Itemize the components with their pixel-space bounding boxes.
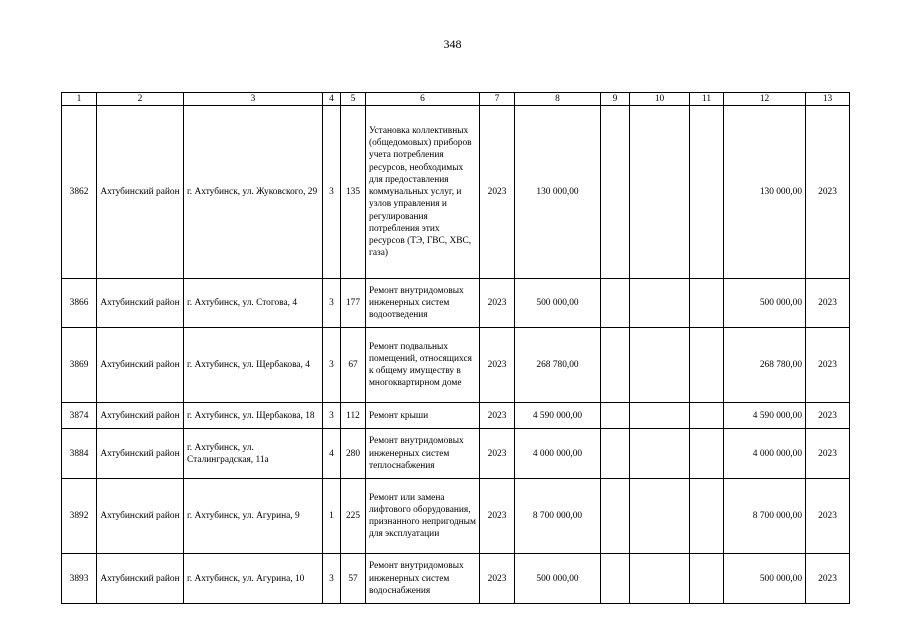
col9-cell: [601, 403, 630, 429]
col11-cell: [690, 328, 724, 403]
col9-cell: [601, 554, 630, 604]
col12-cell: 8 700 000,00: [724, 479, 806, 554]
col4-cell: 4: [323, 429, 341, 479]
year-cell: 2023: [480, 106, 515, 279]
col12-cell: 268 780,00: [724, 328, 806, 403]
column-number: 11: [690, 93, 724, 106]
row-id: 3892: [62, 479, 97, 554]
column-number: 1: [62, 93, 97, 106]
col4-cell: 3: [323, 328, 341, 403]
year-cell: 2023: [480, 328, 515, 403]
row-id: 3862: [62, 106, 97, 279]
col10-cell: [630, 106, 690, 279]
address-cell: г. Ахтубинск, ул. Стогова, 4: [184, 279, 323, 328]
col4-cell: 3: [323, 403, 341, 429]
col13-cell: 2023: [806, 328, 850, 403]
col13-cell: 2023: [806, 429, 850, 479]
address-cell: г. Ахтубинск, ул. Агурина, 10: [184, 554, 323, 604]
col5-cell: 280: [341, 429, 366, 479]
column-number: 8: [515, 93, 601, 106]
col5-cell: 177: [341, 279, 366, 328]
year-cell: 2023: [480, 429, 515, 479]
column-number: 9: [601, 93, 630, 106]
table-row: [62, 479, 850, 554]
column-number: 5: [341, 93, 366, 106]
total-cost-cell: 500 000,00: [515, 279, 601, 328]
col4-cell: 3: [323, 106, 341, 279]
column-number: 2: [97, 93, 184, 106]
col5-cell: 67: [341, 328, 366, 403]
table-row: [62, 328, 850, 403]
table-row: [62, 429, 850, 479]
column-number: 13: [806, 93, 850, 106]
column-number: 6: [366, 93, 480, 106]
column-number: 10: [630, 93, 690, 106]
col13-cell: 2023: [806, 479, 850, 554]
row-id: 3884: [62, 429, 97, 479]
col9-cell: [601, 106, 630, 279]
col4-cell: 1: [323, 479, 341, 554]
address-cell: г. Ахтубинск, ул. Сталинградская, 11а: [184, 429, 323, 479]
col11-cell: [690, 106, 724, 279]
table-row: [62, 279, 850, 328]
address-cell: г. Ахтубинск, ул. Щербакова, 18: [184, 403, 323, 429]
page-number: 348: [443, 37, 462, 51]
col11-cell: [690, 554, 724, 604]
district-cell: Ахтубинский район: [97, 554, 184, 604]
work-type-cell: Ремонт внутридомовых инженерных систем водоотведения: [366, 279, 480, 328]
col9-cell: [601, 328, 630, 403]
row-id: 3874: [62, 403, 97, 429]
col5-cell: 225: [341, 479, 366, 554]
total-cost-cell: 268 780,00: [515, 328, 601, 403]
work-type-cell: Ремонт внутридомовых инженерных систем теплоснабжения: [366, 429, 480, 479]
col9-cell: [601, 429, 630, 479]
row-id: 3869: [62, 328, 97, 403]
col10-cell: [630, 403, 690, 429]
total-cost-cell: 4 000 000,00: [515, 429, 601, 479]
column-number: 3: [184, 93, 323, 106]
col12-cell: 500 000,00: [724, 554, 806, 604]
col4-cell: 3: [323, 554, 341, 604]
col9-cell: [601, 279, 630, 328]
work-type-cell: Ремонт крыши: [366, 403, 480, 429]
col5-cell: 112: [341, 403, 366, 429]
column-number: 4: [323, 93, 341, 106]
col5-cell: 135: [341, 106, 366, 279]
work-type-cell: Ремонт подвальных помещений, относящихся к общему имуществу в многоквартирном доме: [366, 328, 480, 403]
address-cell: г. Ахтубинск, ул. Агурина, 9: [184, 479, 323, 554]
district-cell: Ахтубинский район: [97, 479, 184, 554]
district-cell: Ахтубинский район: [97, 279, 184, 328]
year-cell: 2023: [480, 279, 515, 328]
table-row: [62, 403, 850, 429]
col13-cell: 2023: [806, 279, 850, 328]
col12-cell: 4 590 000,00: [724, 403, 806, 429]
row-id: 3866: [62, 279, 97, 328]
col5-cell: 57: [341, 554, 366, 604]
col12-cell: 130 000,00: [724, 106, 806, 279]
col10-cell: [630, 328, 690, 403]
col12-cell: 4 000 000,00: [724, 429, 806, 479]
col11-cell: [690, 479, 724, 554]
year-cell: 2023: [480, 554, 515, 604]
col13-cell: 2023: [806, 106, 850, 279]
row-id: 3893: [62, 554, 97, 604]
total-cost-cell: 8 700 000,00: [515, 479, 601, 554]
total-cost-cell: 500 000,00: [515, 554, 601, 604]
column-number: 7: [480, 93, 515, 106]
column-number-row: [62, 93, 850, 106]
table-row: [62, 106, 850, 279]
col10-cell: [630, 554, 690, 604]
col11-cell: [690, 279, 724, 328]
district-cell: Ахтубинский район: [97, 429, 184, 479]
district-cell: Ахтубинский район: [97, 106, 184, 279]
total-cost-cell: 130 000,00: [515, 106, 601, 279]
col13-cell: 2023: [806, 554, 850, 604]
col13-cell: 2023: [806, 403, 850, 429]
col4-cell: 3: [323, 279, 341, 328]
column-number: 12: [724, 93, 806, 106]
col10-cell: [630, 479, 690, 554]
col9-cell: [601, 479, 630, 554]
year-cell: 2023: [480, 479, 515, 554]
work-type-cell: Установка коллективных (общедомовых) приборов учета потребления ресурсов, необходимых для предоставления коммунальных услуг, и узлов управления и регулирования потребления этих ресурсов (ТЭ, ГВС, ХВС, газа): [366, 106, 480, 279]
total-cost-cell: 4 590 000,00: [515, 403, 601, 429]
district-cell: Ахтубинский район: [97, 403, 184, 429]
year-cell: 2023: [480, 403, 515, 429]
col12-cell: 500 000,00: [724, 279, 806, 328]
col10-cell: [630, 429, 690, 479]
col11-cell: [690, 429, 724, 479]
col11-cell: [690, 403, 724, 429]
work-type-cell: Ремонт или замена лифтового оборудования, признанного непригодным для эксплуатации: [366, 479, 480, 554]
work-type-cell: Ремонт внутридомовых инженерных систем водоснабжения: [366, 554, 480, 604]
address-cell: г. Ахтубинск, ул. Щербакова, 4: [184, 328, 323, 403]
registry-table: [61, 92, 850, 604]
district-cell: Ахтубинский район: [97, 328, 184, 403]
col10-cell: [630, 279, 690, 328]
table-row: [62, 554, 850, 604]
address-cell: г. Ахтубинск, ул. Жуковского, 29: [184, 106, 323, 279]
